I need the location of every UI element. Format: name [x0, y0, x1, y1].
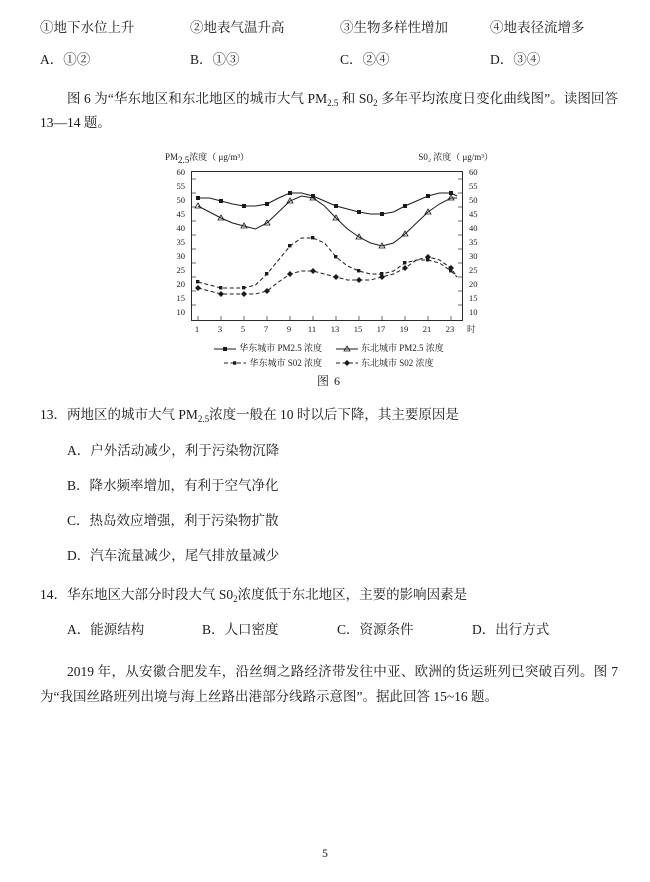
legend-row-1 — [159, 341, 499, 355]
xtick-19: 19 — [399, 324, 409, 335]
choice-a: A．①② — [40, 52, 91, 68]
legend-label-4: 东北城市 S02 浓度 — [361, 357, 434, 368]
legend-line-dashed-diamond-icon — [336, 359, 358, 367]
xtick-13: 13 — [330, 324, 340, 335]
ytick-left-55: 55 — [176, 181, 185, 192]
legend-label-1: 华东城市 PM2.5 浓度 — [239, 343, 322, 354]
xtick-21: 21 — [422, 324, 432, 335]
figure-caption: 图 6 — [316, 374, 341, 389]
series-huadong-pm25 — [198, 193, 457, 214]
xtick-23: 23 — [445, 324, 455, 335]
series-dongbei-pm25-markers — [195, 195, 454, 248]
page-content — [40, 18, 618, 714]
ytick-left-30: 30 — [176, 251, 185, 262]
xtick-9: 9 — [286, 324, 292, 335]
ytick-right-20: 20 — [469, 279, 478, 290]
q14-choices-row — [40, 618, 618, 642]
q13-stem-part2: 浓度一般在 10 时以后下降，其主要原因是 — [209, 407, 459, 423]
ytick-left-20: 20 — [176, 279, 185, 290]
legend-item-dongbei-pm25 — [336, 341, 444, 355]
legend-line-dashed-square-icon — [224, 359, 246, 367]
figure-6-wrapper — [40, 150, 618, 389]
q14-choice-a: A．能源结构 — [67, 622, 145, 637]
q13-choice-a: A．户外活动减少，利于污染物沉降 — [67, 442, 280, 458]
choice-c: C．②④ — [340, 52, 390, 68]
ytick-right-25: 25 — [469, 265, 478, 276]
ytick-right-15: 15 — [469, 293, 478, 304]
ytick-right-50: 50 — [469, 195, 478, 206]
option-circled-1: ①地下水位上升 — [40, 20, 135, 35]
series-huadong-so2-markers — [196, 236, 452, 289]
q14-stem-sub: 2 — [233, 593, 238, 604]
legend-label-2: 东北城市 PM2.5 浓度 — [361, 343, 444, 354]
ytick-right-60: 60 — [469, 167, 478, 178]
series-huadong-so2 — [198, 238, 457, 288]
legend-line-solid-square-icon — [214, 345, 236, 353]
q13-stem-sub: 2.5 — [197, 414, 210, 425]
option-circled-2: ②地表气温升高 — [190, 20, 285, 35]
ytick-right-30: 30 — [469, 251, 478, 262]
xtick-1: 1 — [194, 324, 200, 335]
legend-row-2 — [159, 356, 499, 370]
ytick-right-35: 35 — [469, 237, 478, 248]
options-row-circled — [40, 18, 618, 38]
ytick-left-45: 45 — [176, 209, 185, 220]
ytick-left-15: 15 — [176, 293, 185, 304]
xtick-15: 15 — [353, 324, 363, 335]
q14-stem-part1: 14．华东地区大部分时段大气 S0 — [40, 586, 234, 602]
xtick-3: 3 — [217, 324, 223, 335]
ytick-left-35: 35 — [176, 237, 185, 248]
xtick-5: 5 — [240, 324, 246, 335]
q14-stem-part2: 浓度低于东北地区，主要的影响因素是 — [237, 586, 468, 602]
question-14-stem — [40, 583, 618, 607]
right-axis-title: S0₂ 浓度（ μg/m³） — [418, 152, 493, 163]
figure-intro-paragraph — [40, 87, 618, 137]
chart-svg — [192, 172, 462, 320]
ytick-left-50: 50 — [176, 195, 185, 206]
q13-choice-c: C．热岛效应增强，利于污染物扩散 — [67, 513, 279, 529]
ytick-right-55: 55 — [469, 181, 478, 192]
legend-line-solid-triangle-icon — [336, 345, 358, 353]
q14-choice-b: B．人口密度 — [202, 622, 279, 637]
legend-item-dongbei-so2 — [336, 356, 434, 370]
plot-box — [191, 171, 463, 321]
xtick-7: 7 — [263, 324, 269, 335]
q14-choice-c: C．资源条件 — [337, 622, 414, 637]
figure-6 — [159, 150, 499, 389]
ytick-left-60: 60 — [176, 167, 185, 178]
question-13-stem — [40, 403, 618, 427]
choice-b: B．①③ — [190, 52, 240, 68]
xtick-11: 11 — [307, 324, 317, 335]
ytick-left-40: 40 — [176, 223, 185, 234]
intro-part-1: 图 6 为“华东地区和东北地区的城市大气 PM — [67, 90, 328, 106]
options-row-abcd — [40, 50, 618, 70]
intro-part-3: 多年平均浓度日变化曲线图”。读图回答 13—14 题。 — [40, 90, 618, 131]
intro-sub-2: 2 — [373, 97, 378, 108]
left-axis-title: $PM_{2.5}$浓度（ μg/m³） — [165, 152, 250, 166]
q13-choice-d: D．汽车流量减少，尾气排放量减少 — [67, 548, 280, 564]
closing-paragraph: 2019 年，从安徽合肥发车，沿丝绸之路经济带发往中亚、欧洲的货运班列已突破百列。图 7 为“我国丝路班列出境与海上丝路出港部分线路示意图”。据此回答 15~16 题。 — [40, 664, 618, 705]
chart-area — [159, 165, 499, 337]
ytick-right-45: 45 — [469, 209, 478, 220]
option-circled-3: ③生物多样性增加 — [340, 20, 448, 35]
choice-d: D．③④ — [490, 52, 541, 68]
intro-part-2: 和 S0 — [338, 90, 374, 106]
legend-label-3: 华东城市 S02 浓度 — [249, 357, 322, 368]
series-huadong-pm25-markers — [196, 191, 453, 216]
axis-titles — [159, 150, 499, 165]
q13-stem-part1: 13．两地区的城市大气 PM — [40, 407, 198, 423]
q14-choice-d: D．出行方式 — [472, 622, 550, 637]
ytick-right-10: 10 — [469, 307, 478, 318]
legend-item-huadong-pm25 — [214, 341, 322, 355]
ytick-left-10: 10 — [176, 307, 185, 318]
page-number: 5 — [322, 848, 328, 860]
figure-legend — [159, 341, 499, 370]
intro-sub-1: 2.5 — [327, 97, 339, 108]
ytick-left-25: 25 — [176, 265, 185, 276]
x-unit-label: 时 — [467, 324, 476, 335]
legend-item-huadong-so2 — [224, 356, 322, 370]
q13-choice-b: B．降水频率增加，有利于空气净化 — [67, 477, 279, 493]
xtick-17: 17 — [376, 324, 386, 335]
ytick-right-40: 40 — [469, 223, 478, 234]
option-circled-4: ④地表径流增多 — [490, 20, 585, 35]
series-dongbei-pm25 — [198, 196, 457, 246]
